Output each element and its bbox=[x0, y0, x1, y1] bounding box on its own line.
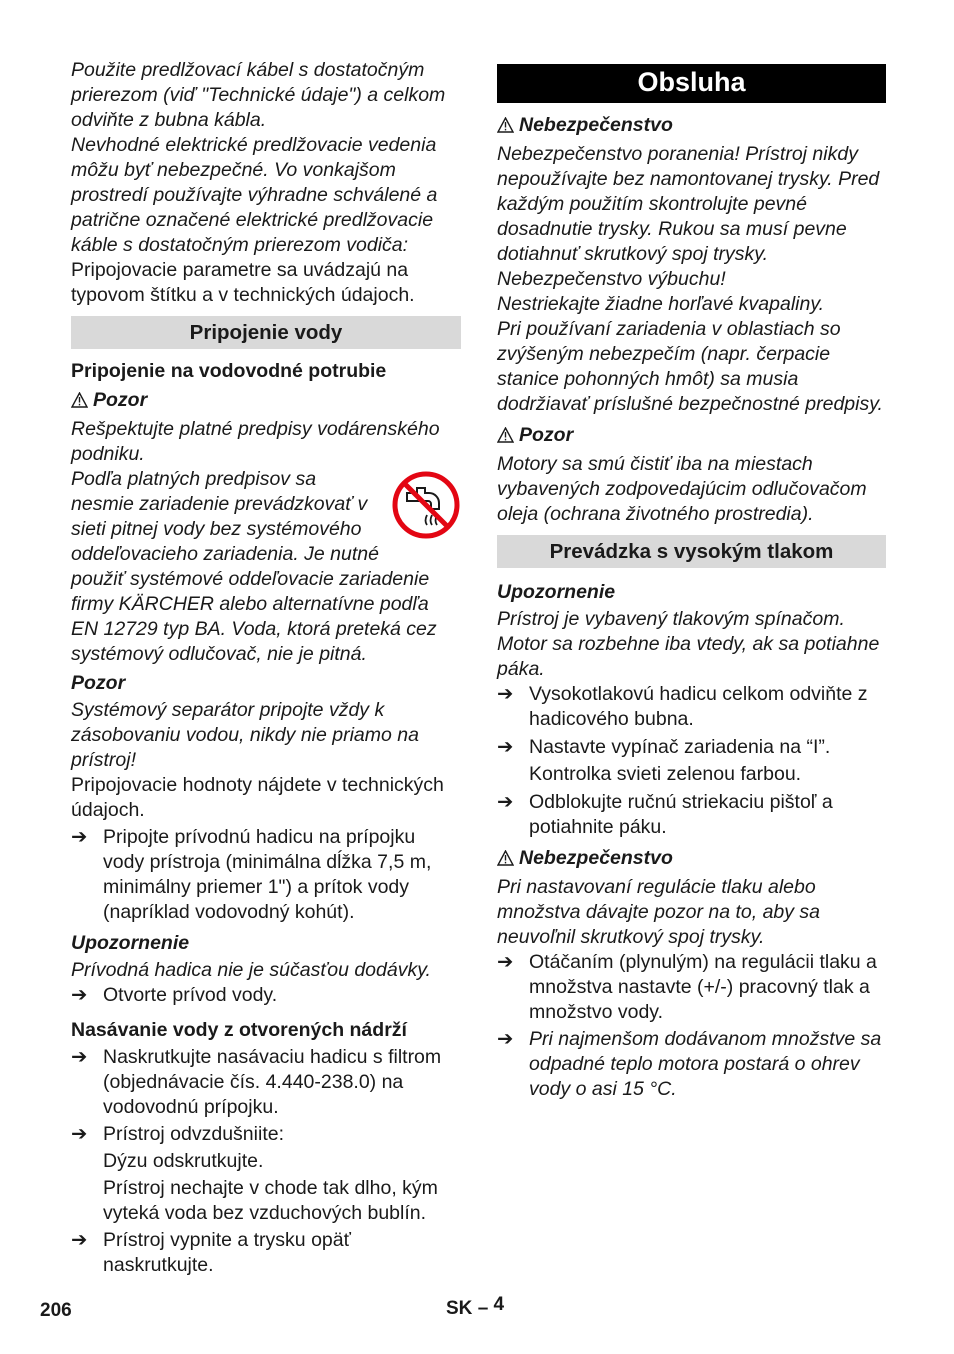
no-drinking-water-icon bbox=[391, 469, 461, 545]
subheading-mains: Pripojenie na vodovodné potrubie bbox=[71, 360, 387, 382]
note-1-text: Prívodná hadica nie je súčasťou dodávky. bbox=[71, 959, 431, 981]
warning-triangle-icon bbox=[497, 425, 519, 450]
arrow-icon: ➔ bbox=[71, 1046, 88, 1068]
list-item-continuation: Dýzu odskrutkujte. bbox=[103, 1150, 264, 1172]
intro-italic-1: Použite predlžovací kábel s dostatočným prierezom (viď "Technické údaje") a celkom odviňte z bubna kábla. bbox=[71, 59, 446, 131]
language-marker: SK – 4 bbox=[446, 1294, 505, 1319]
connection-values: Pripojovacie hodnoty nájdete v technických údajoch. bbox=[71, 774, 444, 821]
warning-triangle-icon bbox=[497, 115, 519, 140]
list-item-continuation: Prístroj nechajte v chode tak dlho, kým vyteká voda bez vzduchových bublín. bbox=[103, 1177, 438, 1224]
page-number: 206 bbox=[40, 1300, 72, 1321]
note-2-text: Prístroj je vybavený tlakovým spínačom. Motor sa rozbehne iba vtedy, ak sa potiahne páka. bbox=[497, 608, 880, 680]
list-item: ➔ Prístroj vypnite a trysku opäť naskrutkujte. bbox=[71, 1229, 351, 1276]
arrow-icon: ➔ bbox=[497, 1028, 514, 1050]
arrow-icon: ➔ bbox=[71, 1229, 88, 1251]
danger-2-label: Nebezpečenstvo bbox=[519, 847, 673, 869]
danger-1-text-2: Nebezpečenstvo výbuchu! bbox=[497, 268, 726, 290]
note-1-label: Upozornenie bbox=[71, 932, 190, 954]
arrow-icon: ➔ bbox=[497, 683, 514, 705]
warning-pozor-1 bbox=[71, 388, 461, 415]
list-item: ➔ Vysokotlakovú hadicu celkom odviňte z hadicového bubna. bbox=[497, 683, 868, 730]
list-item: ➔ Naskrutkujte nasávaciu hadicu s filtrom (objednávacie čís. 4.440-238.0) na vodovodnú prípojku. bbox=[71, 1046, 442, 1118]
list-item: ➔ Otvorte prívod vody. bbox=[71, 984, 278, 1006]
danger-2 bbox=[497, 846, 886, 873]
warning-pozor-2-text: Motory sa smú čistiť iba na miestach vybavených zodpovedajúcim odlučovačom oleja (ochrana životného prostredia). bbox=[497, 453, 867, 525]
list-item: ➔ Pri najmenšom dodávanom množstve sa odpadné teplo motora postará o ohrev vody o asi 15 °C. bbox=[497, 1028, 882, 1100]
section-header-high-pressure: Prevádzka s vysokým tlakom bbox=[497, 535, 886, 568]
danger-1-text: Nebezpečenstvo poranenia! Prístroj nikdy nepoužívajte bez namontovanej trysky. Pred každým použitím skontrolujte pevné dosadnutie trysky. Rukou sa musí pevne dotiahnuť skrutkový spoj trysky. bbox=[497, 143, 880, 265]
intro-italic-2: Nevhodné elektrické predlžovacie vedenia môžu byť nebezpečné. Vo vonkajšom prostredí používajte výhradne schválené a patrične označené elektrické predlžovacie káble s dostatočným prierezom vodiča: bbox=[71, 134, 438, 256]
list-item-continuation: Kontrolka svieti zelenou farbou. bbox=[529, 763, 802, 785]
arrow-icon: ➔ bbox=[71, 984, 88, 1006]
arrow-icon: ➔ bbox=[71, 826, 88, 848]
note-2-label: Upozornenie bbox=[497, 581, 616, 603]
drinking-water-notice bbox=[71, 467, 461, 667]
warning-pozor-2 bbox=[497, 423, 886, 450]
list-item: ➔ Prístroj odvzdušniite: bbox=[71, 1123, 284, 1145]
pozor-2-label: Pozor bbox=[71, 672, 126, 694]
danger-1-text-3: Nestriekajte žiadne horľavé kvapaliny. bbox=[497, 293, 825, 315]
arrow-icon: ➔ bbox=[497, 736, 514, 758]
list-item: ➔ Pripojte prívodnú hadicu na prípojku vody prístroja (minimálna dĺžka 7,5 m, minimálny priemer 1") a prítok vody (napríklad vodovodný kohút). bbox=[71, 826, 432, 923]
arrow-icon: ➔ bbox=[497, 951, 514, 973]
danger-1-label: Nebezpečenstvo bbox=[519, 114, 673, 136]
subheading-tanks: Nasávanie vody z otvorených nádrží bbox=[71, 1019, 407, 1041]
list-item: ➔ Odblokujte ručnú striekaciu pištoľ a potiahnite páku. bbox=[497, 791, 833, 838]
arrow-icon: ➔ bbox=[497, 791, 514, 813]
warning-pozor-1-text: Rešpektujte platné predpisy vodárenského podniku. bbox=[71, 418, 440, 465]
danger-1-text-4: Pri používaní zariadenia v oblastiach so zvýšeným nebezpečím (napr. čerpacie stanice pohonných hmôt) sa musia dodržiavať príslušné bezpečnostné predpisy. bbox=[497, 318, 883, 415]
warning-triangle-icon bbox=[71, 390, 93, 415]
section-header-water: Pripojenie vody bbox=[71, 316, 461, 349]
warning-pozor-1-text-2: Podľa platných predpisov sa nesmie zariadenie prevádzkovať v sieti pitnej vody bez systémového oddeľovacieho zariadenia. Je nutné použiť systémové oddeľovacie zariadenie firmy KÄRCHER alebo alternatívne podľa EN 12729 typ BA. Voda, ktorá preteká cez systémový odlučovač, nie je pitná. bbox=[71, 468, 437, 665]
warning-triangle-icon bbox=[497, 848, 519, 873]
danger-2-text: Pri nastavovaní regulácie tlaku alebo množstva dávajte pozor na to, aby sa neuvoľnil skrutkový spoj trysky. bbox=[497, 876, 821, 948]
left-column bbox=[71, 58, 461, 1278]
arrow-icon: ➔ bbox=[71, 1123, 88, 1145]
list-item: ➔ Otáčaním (plynulým) na regulácii tlaku a množstva nastavte (+/-) pracovný tlak a množstvo vody. bbox=[497, 951, 877, 1023]
warning-pozor-1-label: Pozor bbox=[93, 389, 148, 411]
section-header-operation: Obsluha bbox=[497, 64, 886, 103]
danger-1 bbox=[497, 113, 886, 140]
warning-pozor-2-label: Pozor bbox=[519, 424, 574, 446]
right-column bbox=[497, 58, 886, 1102]
pozor-2-text: Systémový separátor pripojte vždy k zásobovaniu vodou, nikdy nie priamo na prístroj! bbox=[71, 699, 419, 771]
intro-plain: Pripojovacie parametre sa uvádzajú na typovom štítku a v technických údajoch. bbox=[71, 259, 415, 306]
list-item: ➔ Nastavte vypínač zariadenia na “I”. bbox=[497, 736, 831, 758]
